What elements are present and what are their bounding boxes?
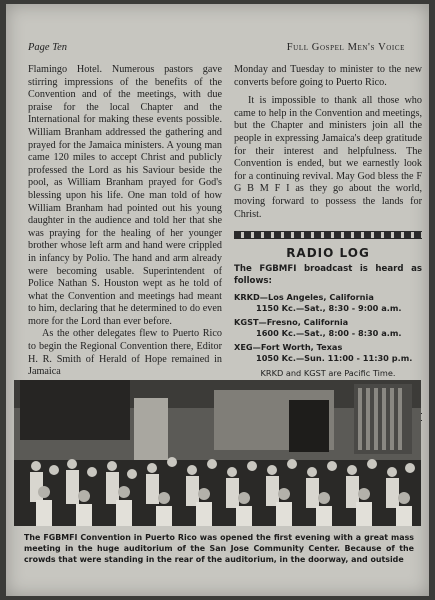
left-column xyxy=(28,64,222,379)
station-schedule: 1150 Kc.—Sat., 8:30 - 9:00 a.m. xyxy=(256,302,402,313)
page-number: Page Ten xyxy=(28,42,67,53)
time-zone-note: KRKD and KGST are Pacific Time. xyxy=(260,367,396,378)
ornamental-divider-top xyxy=(234,231,422,239)
left-paragraph-1: Flamingo Hotel. Numerous pastors gave stirring impressions of the benefits of the Convention and of the meetings, with due praise for the local Chapter and the International for making these events possible. William Branham addressed the gathering and prayed for the Jamaica ministers. A young man came 120 miles to accept Christ and publicly professed the Lord as his Saviour beside the pool, as William Branham prayed for God's blessing upon his life. One man told of how William Branham had pointed out his young daughter in the audience and told her that she was praying for the healing of her younger brother whose left arm and hand were crippled in infancy by Polio. The hand and arm already were becoming usable. Superintendent of Police Nathan S. Houston wept as he told of what the Convention and meetings had meant to him, declaring that he determined to do even more for the Lord than ever before. xyxy=(28,64,222,327)
magazine-page xyxy=(6,4,429,596)
station-schedule: 1050 Kc.—Sun. 11:00 - 11:30 p.m. xyxy=(256,352,413,363)
station-entry-krkd xyxy=(234,292,422,314)
station-entry-xeg xyxy=(234,342,422,364)
page-header xyxy=(28,42,405,58)
radio-log-title: RADIO LOG xyxy=(286,246,370,261)
right-paragraph-1: Monday and Tuesday to minister to the new converts before going to Puerto Rico. xyxy=(234,64,422,88)
photo-caption: The FGBMFI Convention in Puerto Rico was opened the first evening with a great mass meeting in the huge auditorium of the San Jose Community Center. Because of the crowds that were standing in the rear of the auditorium, in the doorway, and outside xyxy=(24,533,414,565)
left-paragraph-2: As the other delegates flew to Puerto Rico to begin the Regional Convention there, Editor H. R. Smith of Herald of Hope remained in Jamaica xyxy=(28,328,222,378)
right-paragraph-2: It is impossible to thank all those who came to help in the Convention and meetings, but the Chapter and ministers join all the people in expressing Jamaica's deep gratitude for their interest and helpfulness. The Convention is ended, but we earnestly look for a continuing revival. May God bless the F G B M F I as they go about the world, moving forward to possess the lands for Christ. xyxy=(234,95,422,220)
crowd-photo-illustration xyxy=(14,380,421,526)
station-name: KRKD—Los Angeles, California xyxy=(234,291,374,302)
station-name: KGST—Fresno, California xyxy=(234,316,349,327)
right-column xyxy=(234,64,422,429)
convention-crowd-photo xyxy=(14,380,421,526)
publication-title: Full Gospel Men's Voice xyxy=(286,42,405,53)
station-name: XEG—Fort Worth, Texas xyxy=(234,341,343,352)
radio-log-intro: The FGBMFI broadcast is heard as follows: xyxy=(234,263,422,287)
station-schedule: 1600 Kc.—Sat., 8:00 - 8:30 a.m. xyxy=(256,327,402,338)
station-entry-kgst xyxy=(234,317,422,339)
